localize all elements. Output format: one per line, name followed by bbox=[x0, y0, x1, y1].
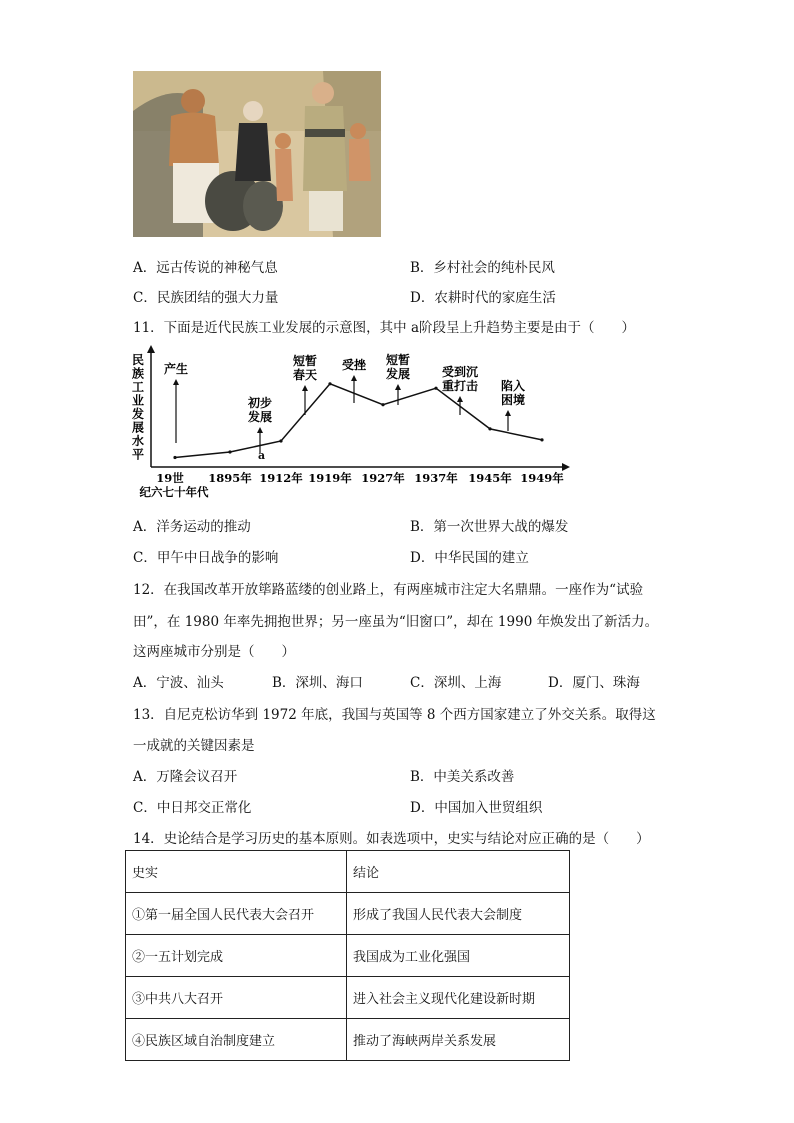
y-axis-label-char: 水 bbox=[131, 434, 145, 448]
annotation-arrowhead bbox=[257, 427, 263, 433]
annotation-text: 发展 bbox=[385, 367, 411, 381]
annotation-arrowhead bbox=[457, 396, 463, 402]
table-row bbox=[126, 935, 570, 977]
q12-stem-line-2: 田”，在 1980 年率先拥抱世界；另一座虽为“旧窗口”，却在 1990 年焕发出了新活力。 bbox=[133, 614, 659, 630]
table-row bbox=[126, 893, 570, 935]
table-cell-fact: ④民族区域自治制度建立 bbox=[126, 1019, 347, 1061]
data-point bbox=[279, 439, 282, 442]
x-tick-label: 19世 bbox=[156, 471, 184, 485]
annotation-text: 短暂 bbox=[385, 353, 411, 367]
data-point bbox=[488, 427, 491, 430]
data-point bbox=[328, 382, 331, 385]
y-axis-arrow bbox=[147, 345, 155, 353]
y-axis-label bbox=[131, 353, 144, 462]
annotation-text: 困境 bbox=[500, 393, 526, 407]
q14-stem: 14．史论结合是学习历史的基本原则。如表选项中，史实与结论对应正确的是（ ） bbox=[133, 831, 650, 847]
annotation bbox=[342, 357, 367, 403]
q10-option-c: C．民族团结的强大力量 bbox=[133, 290, 279, 306]
y-axis-label-char: 民 bbox=[131, 353, 145, 367]
table-row bbox=[126, 977, 570, 1019]
q12-option-b: B．深圳、海口 bbox=[272, 675, 363, 691]
annotation-text: 发展 bbox=[247, 410, 273, 424]
x-tick-label: 1927年 bbox=[361, 471, 405, 485]
data-point bbox=[173, 456, 176, 459]
q10-option-a: A．远古传说的神秘气息 bbox=[133, 260, 278, 276]
annotation-arrowhead bbox=[395, 384, 401, 390]
data-point bbox=[434, 387, 437, 390]
q11-option-c: C．甲午中日战争的影响 bbox=[133, 550, 279, 566]
table-cell-fact: ①第一届全国人民代表大会召开 bbox=[126, 893, 347, 935]
annotation-arrowhead bbox=[351, 375, 357, 381]
data-point bbox=[381, 403, 384, 406]
table-cell-fact: ③中共八大召开 bbox=[126, 977, 347, 1019]
q12-stem-line-1: 12．在我国改革开放筚路蓝缕的创业路上，有两座城市注定大名鼎鼎。一座作为“试验 bbox=[133, 582, 644, 598]
q12-stem-line-3: 这两座城市分别是（ ） bbox=[133, 644, 295, 660]
table-header-fact: 史实 bbox=[126, 851, 347, 893]
q11-stem: 11．下面是近代民族工业发展的示意图，其中 a阶段呈上升趋势主要是由于（ ） bbox=[133, 320, 636, 336]
q11-option-a: A．洋务运动的推动 bbox=[133, 519, 251, 535]
y-axis-label-char: 展 bbox=[131, 420, 145, 435]
annotation-text: 受挫 bbox=[341, 358, 367, 372]
annotation-arrowhead bbox=[302, 385, 308, 391]
table-cell-conclusion: 我国成为工业化强国 bbox=[347, 935, 570, 977]
q11-option-b: B．第一次世界大战的爆发 bbox=[410, 519, 569, 535]
y-axis-label-char: 平 bbox=[131, 447, 145, 462]
annotation-arrowhead bbox=[173, 379, 179, 385]
annotation bbox=[164, 361, 188, 443]
x-tick-label: 1895年 bbox=[208, 471, 252, 485]
annotation bbox=[501, 378, 525, 431]
annotation-text: 受到沉 bbox=[441, 365, 479, 379]
q13-option-d: D．中国加入世贸组织 bbox=[410, 800, 543, 816]
q12-option-a: A．宁波、汕头 bbox=[133, 675, 224, 691]
y-axis-label-char: 工 bbox=[131, 380, 145, 394]
annotation-text: 产生 bbox=[163, 362, 189, 376]
annotation-text: 重打击 bbox=[441, 379, 479, 393]
data-point bbox=[228, 450, 231, 453]
table-cell-conclusion: 推动了海峡两岸关系发展 bbox=[347, 1019, 570, 1061]
q13-option-c: C．中日邦交正常化 bbox=[133, 800, 252, 816]
x-tick-label: 1937年 bbox=[414, 471, 458, 485]
y-axis-label-char: 族 bbox=[131, 366, 145, 381]
table-cell-fact: ②一五计划完成 bbox=[126, 935, 347, 977]
annotation bbox=[293, 353, 317, 415]
q12-option-c: C．深圳、上海 bbox=[410, 675, 502, 691]
table-header-row bbox=[126, 851, 570, 893]
q13-option-b: B．中美关系改善 bbox=[410, 769, 515, 785]
y-axis-label-char: 业 bbox=[131, 393, 145, 408]
annotation-text: 陷入 bbox=[500, 379, 526, 393]
q11-option-d: D．中华民国的建立 bbox=[410, 550, 529, 566]
x-tick-label: 1949年 bbox=[520, 471, 564, 485]
q12-option-d: D．厦门、珠海 bbox=[548, 675, 640, 691]
q10-option-d: D．农耕时代的家庭生活 bbox=[410, 290, 556, 306]
annotation-arrowhead bbox=[505, 410, 511, 416]
x-tick-label: 纪六七十年代 bbox=[139, 485, 209, 499]
stage-label-a: a bbox=[258, 449, 266, 463]
painting-illustration bbox=[133, 71, 381, 237]
x-tick-label: 1919年 bbox=[308, 471, 352, 485]
table-row bbox=[126, 1019, 570, 1061]
data-point bbox=[540, 438, 543, 441]
q13-stem-line-1: 13．自尼克松访华到 1972 年底，我国与英国等 8 个西方国家建立了外交关系。取得这 bbox=[133, 707, 656, 723]
fact-conclusion-table bbox=[125, 850, 570, 1061]
q13-stem-line-2: 一成就的关键因素是 bbox=[133, 738, 255, 754]
q13-option-a: A．万隆会议召开 bbox=[133, 769, 238, 785]
table-header-conclusion: 结论 bbox=[347, 851, 570, 893]
annotation-text: 初步 bbox=[247, 396, 273, 410]
table-cell-conclusion: 形成了我国人民代表大会制度 bbox=[347, 893, 570, 935]
industry-development-chart bbox=[130, 345, 570, 505]
annotation bbox=[442, 364, 478, 415]
x-tick-label: 1912年 bbox=[259, 471, 303, 485]
table-cell-conclusion: 进入社会主义现代化建设新时期 bbox=[347, 977, 570, 1019]
annotation-text: 短暂 bbox=[292, 354, 318, 368]
x-tick-label: 1945年 bbox=[468, 471, 512, 485]
x-axis-arrow bbox=[562, 463, 570, 471]
q10-option-b: B．乡村社会的纯朴民风 bbox=[410, 260, 555, 276]
series-line bbox=[175, 384, 542, 458]
annotation-text: 春天 bbox=[292, 368, 318, 382]
y-axis-label-char: 发 bbox=[131, 407, 145, 421]
